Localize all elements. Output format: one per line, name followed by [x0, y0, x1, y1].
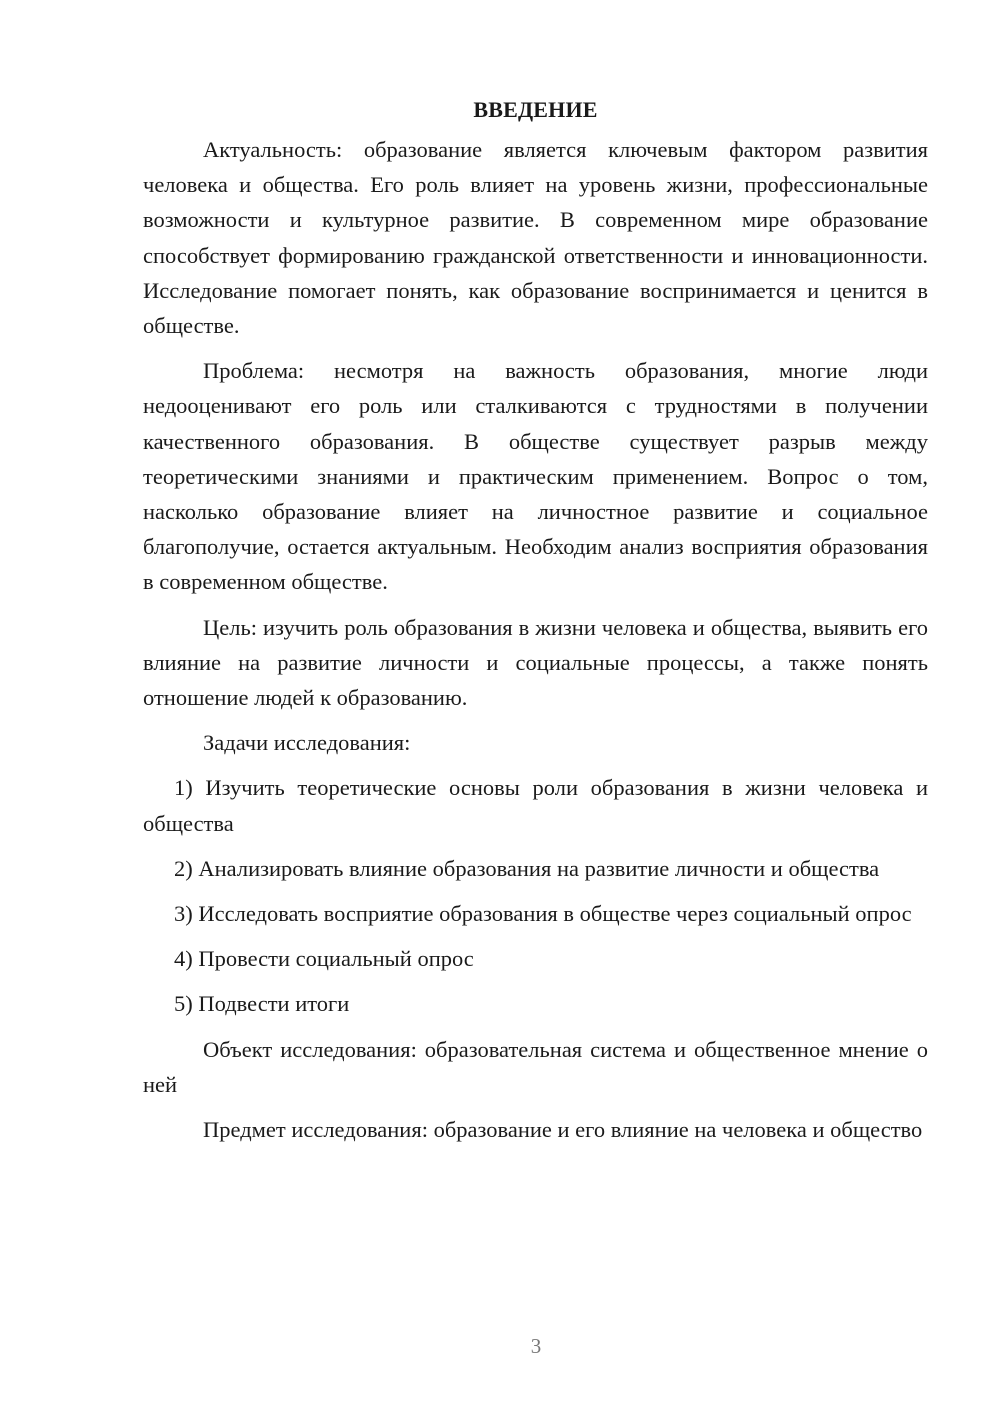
task-item-4: 4) Провести социальный опрос — [174, 946, 474, 972]
task-item-2: 2) Анализировать влияние образования на развитие личности и общества — [174, 855, 880, 881]
document-page — [143, 92, 928, 1157]
section-heading: ВВЕДЕНИЕ — [473, 97, 598, 122]
research-object-paragraph: Объект исследования: образовательная система и общественное мнение о ней — [143, 1036, 928, 1097]
tasks-heading: Задачи исследования: — [203, 730, 411, 756]
page-number: 3 — [530, 1334, 542, 1358]
research-subject-paragraph: Предмет исследования: образование и его влияние на человека и общество — [203, 1117, 923, 1143]
problem-paragraph: Проблема: несмотря на важность образования, многие люди недооценивают его роль или сталкиваются с трудностями в получении качественного образования. В обществе существует разрыв между теоретическими знаниями и практическим применением. Вопрос о том, насколько образование влияет на личностное развитие и социальное благополучие, остается актуальным. Необходим анализ восприятия образования в современном обществе. — [143, 358, 928, 595]
relevance-paragraph: Актуальность: образование является ключевым фактором развития человека и общества. Его роль влияет на уровень жизни, профессиональные возможности и культурное развитие. В современном мире образование способствует формированию гражданской ответственности и инновационности. Исследование помогает понять, как образование воспринимается и ценится в обществе. — [143, 137, 928, 339]
task-item-5: 5) Подвести итоги — [174, 991, 350, 1017]
goal-paragraph: Цель: изучить роль образования в жизни человека и общества, выявить его влияние на развитие личности и социальные процессы, а также понять отношение людей к образованию. — [143, 614, 928, 711]
task-item-1: 1) Изучить теоретические основы роли образования в жизни человека и общества — [143, 775, 928, 836]
task-item-3: 3) Исследовать восприятие образования в обществе через социальный опрос — [174, 901, 912, 927]
